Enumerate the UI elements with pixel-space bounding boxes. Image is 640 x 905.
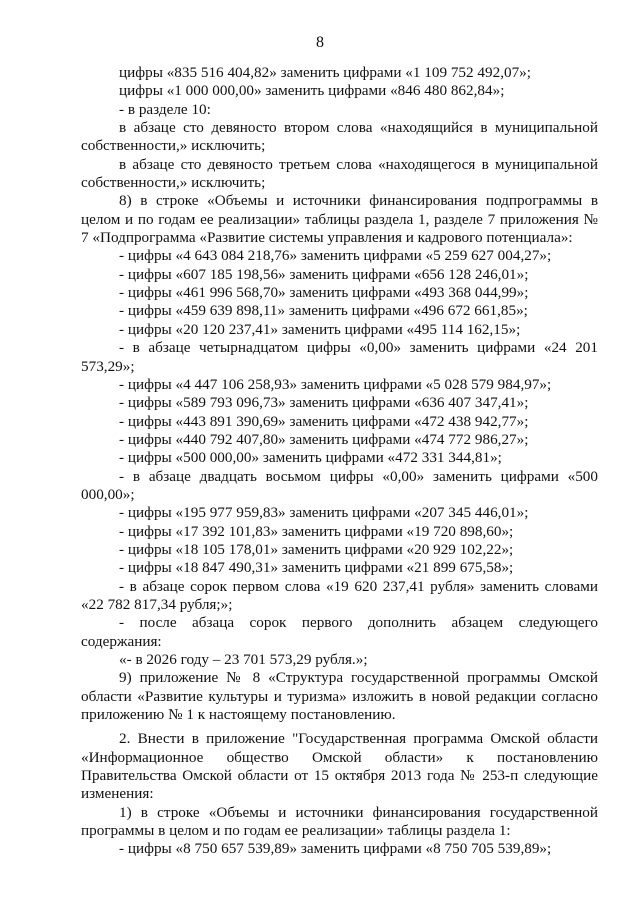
list-item: - цифры «589 793 096,73» заменить цифрами «636 407 347,41»; [119,394,529,412]
paragraph: цифры «835 516 404,82» заменить цифрами «1 109 752 492,07»; [119,64,531,81]
document-body [81,64,598,859]
paragraph: 9) приложение № 8 «Структура государственной программы Омской области «Развитие культуры и туризма» изложить в новой редакции согласно приложению № 1 к настоящему постановлению. [81,669,598,724]
list-item: - после абзаца сорок первого дополнить абзацем следующего содержания: [81,614,598,650]
list-item: - цифры «459 639 898,11» заменить цифрами «496 672 661,85»; [119,302,528,320]
page-number: 8 [316,34,324,51]
list-item: - цифры «443 891 390,69» заменить цифрами «472 438 942,77»; [119,412,529,430]
list-item: - цифры «607 185 198,56» заменить цифрами «656 128 246,01»; [119,265,529,283]
list-item: - цифры «440 792 407,80» заменить цифрами «474 772 986,27»; [119,430,529,448]
list-item: - цифры «18 847 490,31» заменить цифрами «21 899 675,58»; [119,559,514,577]
paragraph: в абзаце сто девяносто втором слова «находящийся в муниципальной собственности,» исключить; [81,119,598,155]
list-item: - цифры «17 392 101,83» заменить цифрами «19 720 898,60»; [119,522,514,540]
list-item: - цифры «20 120 237,41» заменить цифрами «495 114 162,15»; [119,320,521,338]
list-item: - в абзаце четырнадцатом цифры «0,00» заменить цифрами «24 201 573,29»; [81,339,598,375]
paragraph: - в разделе 10: [119,100,211,118]
list-item: - цифры «4 643 084 218,76» заменить цифрами «5 259 627 004,27»; [119,247,552,265]
paragraph: 1) в строке «Объемы и источники финансирования государственной программы в целом и по годам ее реализации» таблицы раздела 1: [81,803,598,840]
list-item: - в абзаце сорок первом слова «19 620 237,41 рубля» заменить словами «22 782 817,34 рубля;»; [81,577,598,613]
list-item: - цифры «4 447 106 258,93» заменить цифрами «5 028 579 984,97»; [119,375,552,393]
list-item: - цифры «500 000,00» заменить цифрами «472 331 344,81»; [119,449,502,467]
paragraph: в абзаце сто девяносто третьем слова «находящегося в муниципальной собственности,» исключить; [81,155,598,192]
paragraph: 2. Внести в приложение "Государственная программа Омской области «Информационное общество Омской области» к постановлению Правительства Омской области от 15 октября 2013 года № 253-п следующие изменения: [81,730,598,803]
list-item: - цифры «8 750 657 539,89» заменить цифрами «8 750 705 539,89»; [119,840,552,858]
paragraph: 8) в строке «Объемы и источники финансирования подпрограммы в целом и по годам ее реализации» таблицы раздела 1, разделе 7 приложения № 7 «Подпрограмма «Развитие системы управления и кадрового потенциала»: [81,192,598,247]
list-item: - цифры «461 996 568,70» заменить цифрами «493 368 044,99»; [119,284,529,302]
paragraph: цифры «1 000 000,00» заменить цифрами «846 480 862,84»; [119,82,505,100]
list-item: - цифры «18 105 178,01» заменить цифрами «20 929 102,22»; [119,540,514,558]
quoted-paragraph: «- в 2026 году – 23 701 573,29 рубля.»; [119,651,368,668]
list-item: - в абзаце двадцать восьмом цифры «0,00» заменить цифрами «500 000,00»; [81,467,598,503]
list-item: - цифры «195 977 959,83» заменить цифрами «207 345 446,01»; [119,504,529,522]
